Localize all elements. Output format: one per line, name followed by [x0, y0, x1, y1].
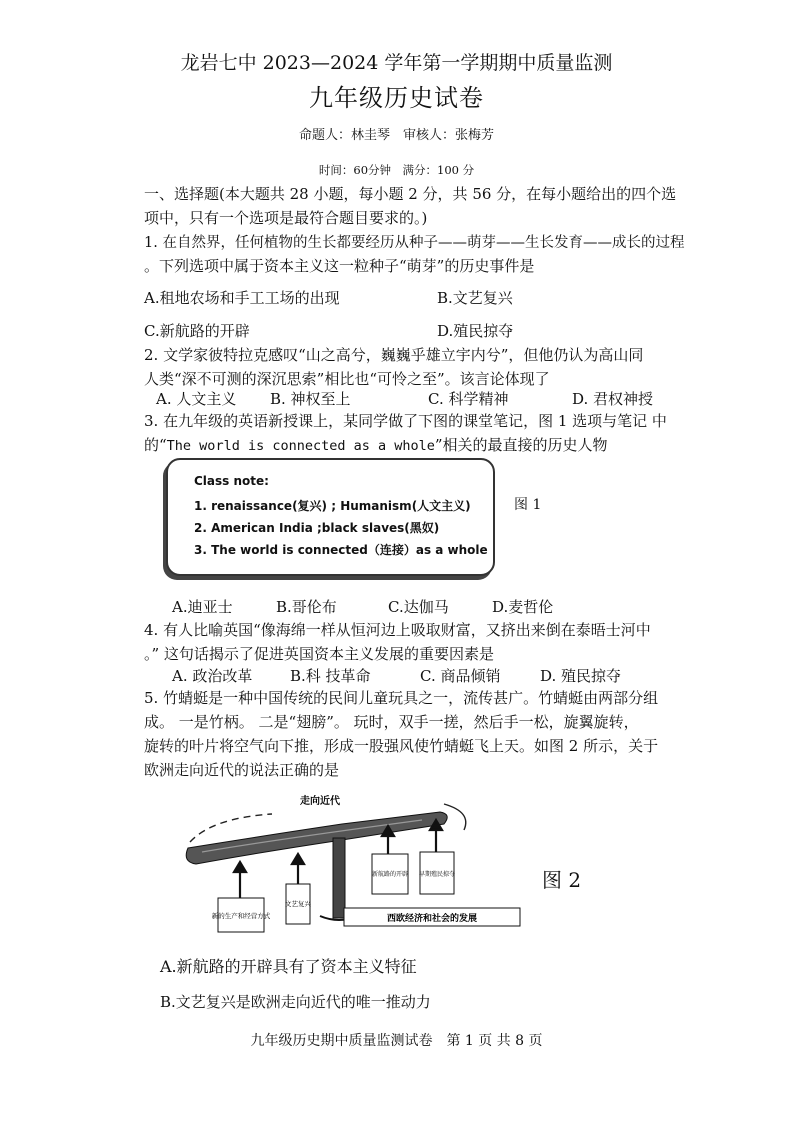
box-new-routes-label: 新航路的开辟 [371, 871, 409, 878]
shaft [333, 838, 345, 918]
class-note-item-2: 2. American India ;black slaves(黑奴) [194, 521, 440, 535]
q1-option-d: D.殖民掠夺 [437, 322, 514, 340]
bamboo-dragonfly-figure [172, 790, 542, 940]
q1-option-a: A.租地农场和手工工场的出现 [144, 289, 340, 307]
q3-stem-english: The world is connected as a whole [166, 438, 435, 454]
q5-option-b: B.文艺复兴是欧洲走向近代的唯一推动力 [160, 993, 431, 1011]
q3-option-b: B.哥伦布 [276, 598, 337, 616]
section-intro-line-2: 项中，只有一个选项是最符合题目要求的。) [144, 209, 428, 227]
q4-option-a: A. 政治改革 [172, 667, 253, 685]
box-renaissance-label: 文艺复兴 [285, 900, 311, 908]
school-title: 龙岩七中 2023—2024 学年第一学期期中质量监测 [180, 52, 613, 74]
class-note-item-3: 3. The world is connected（连接）as a whole [194, 543, 488, 557]
q3-option-c: C.达伽马 [388, 598, 449, 616]
timing-line: 时间：60分钟 满分：100 分 [318, 163, 475, 177]
q3-stem-open: 的“ [144, 436, 167, 454]
q5-stem-line-4: 欧洲走向近代的说法正确的是 [144, 761, 340, 779]
box-colonial-label: 早期殖民掠夺 [418, 871, 456, 878]
q3-stem-line-1: 3. 在九年级的英语新授课上，某同学做了下图的课堂笔记，图 1 选项与笔记 中 [144, 412, 667, 430]
q2-stem-line-1: 2. 文学家彼特拉克感叹“山之高兮，巍巍乎雄立宇内兮”，但他仍认为高山同 [144, 346, 644, 364]
q2-option-b: B. 神权至上 [270, 390, 351, 408]
q4-stem-line-2: 。” 这句话揭示了促进英国资本主义发展的重要因素是 [144, 645, 494, 663]
exam-title: 九年级历史试卷 [309, 84, 484, 112]
q2-option-c: C. 科学精神 [428, 390, 509, 408]
q3-stem-close: ”相关的最直接的历史人物 [434, 436, 608, 454]
q5-stem-line-1: 5. 竹蜻蜓是一种中国传统的民间儿童玩具之一，流传甚广。竹蜻蜓由两部分组 [144, 689, 659, 707]
q1-stem-line-2: 。下列选项中属于资本主义这一粒种子“萌芽”的历史事件是 [144, 257, 535, 275]
page-footer: 九年级历史期中质量监测试卷 第 1 页 共 8 页 [250, 1033, 543, 1049]
q5-stem-line-2: 成。 一是竹柄。 二是“翅膀”。 玩时，双手一搓，然后手一松，旋翼旋转， [144, 713, 639, 731]
q5-option-a: A.新航路的开辟具有了资本主义特征 [160, 957, 417, 976]
class-note-figure [166, 458, 495, 576]
q2-stem-line-2: 人类“深不可测的深沉思索”相比也“可怜之至”。该言论体现了 [144, 370, 550, 388]
q3-option-d: D.麦哲伦 [492, 598, 554, 616]
authors-line: 命题人：林圭琴 审核人：张梅芳 [298, 128, 494, 143]
figure-2-title: 走向近代 [300, 796, 340, 807]
class-note-title: Class note: [194, 474, 269, 488]
q1-stem-line-1: 1. 在自然界，任何植物的生长都要经历从种子——萌芽——生长发育——成长的过程 [144, 235, 685, 251]
box-new-production-label: 新的生产和经营方式 [211, 912, 271, 920]
q1-option-b: B.文艺复兴 [437, 289, 513, 307]
q4-stem-line-1: 4. 有人比喻英国“像海绵一样从恒河边上吸取财富，又挤出来倒在泰晤士河中 [144, 621, 651, 639]
class-note-item-1: 1. renaissance(复兴) ; Humanism(人文主义) [194, 499, 471, 513]
figure-2-label: 图 2 [542, 868, 582, 892]
box-base-label: 西欧经济和社会的发展 [386, 914, 478, 924]
q3-option-a: A.迪亚士 [172, 598, 233, 616]
section-intro-line-1: 一、选择题(本大题共 28 小题，每小题 2 分，共 56 分，在每小题给出的四个选 [144, 185, 677, 203]
q5-stem-line-3: 旋转的叶片将空气向下推，形成一股强风使竹蜻蜓飞上天。如图 2 所示，关于 [144, 737, 659, 755]
q4-option-b: B.科 技革命 [290, 667, 371, 685]
q3-stem-line-2 [144, 434, 608, 455]
q4-option-c: C. 商品倾销 [420, 667, 501, 685]
q1-option-c: C.新航路的开辟 [144, 322, 250, 340]
figure-1-label: 图 1 [514, 497, 542, 513]
q2-option-a: A. 人文主义 [156, 390, 237, 408]
q4-option-d: D. 殖民掠夺 [540, 667, 622, 685]
q2-option-d: D. 君权神授 [572, 390, 654, 408]
